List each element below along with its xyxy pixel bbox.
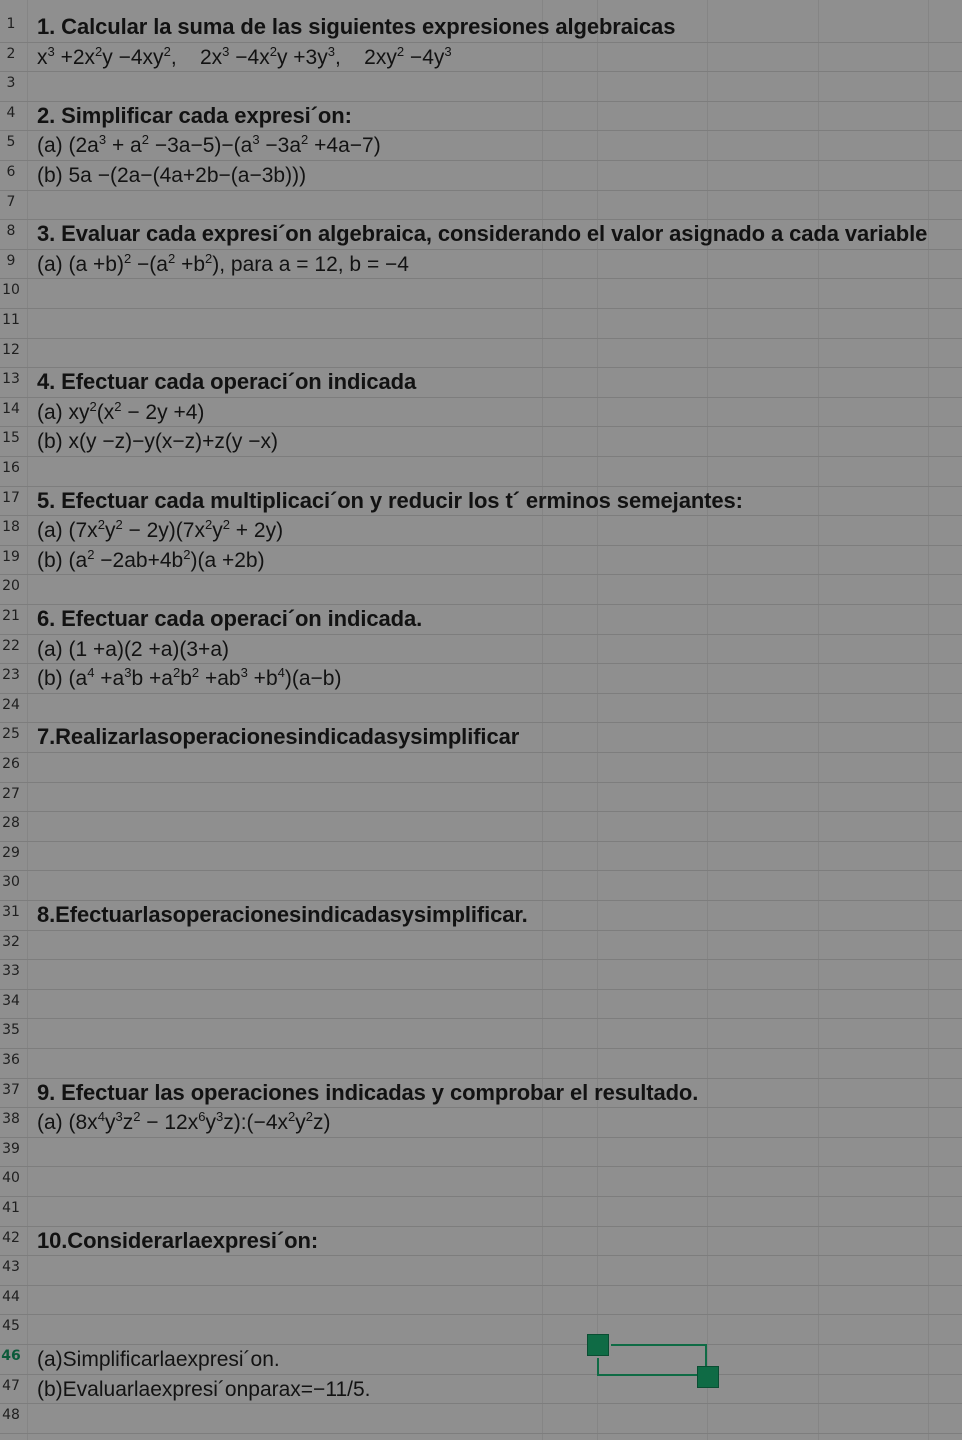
sheet-row xyxy=(0,638,962,668)
sheet-row xyxy=(0,342,962,372)
expression-cell[interactable]: (b)Evaluarlaexpresi´onparax=−11/5. xyxy=(37,1378,371,1401)
row-number[interactable]: 7 xyxy=(6,194,16,210)
cell-selection-range[interactable] xyxy=(597,1344,707,1376)
expression-cell[interactable]: (b) $(a^4 +a^3b +a^2b^2 +ab^3 +b^4)(a-b)$ xyxy=(37,665,342,690)
sheet-row xyxy=(0,282,962,312)
row-number[interactable]: 26 xyxy=(2,756,20,772)
row-number[interactable]: 22 xyxy=(2,638,20,654)
question-heading-cell[interactable]: 4. Efectuar cada operaci´on indicada xyxy=(37,369,417,394)
expression-cell[interactable]: (a)Simplificarlaexpresi´on. xyxy=(37,1348,280,1371)
question-heading-cell[interactable]: 1. Calcular la suma de las siguientes expresiones algebraicas xyxy=(37,14,676,39)
row-number[interactable]: 14 xyxy=(2,401,20,417)
row-number[interactable]: 28 xyxy=(2,815,20,831)
row-number[interactable]: 17 xyxy=(2,490,20,506)
sheet-row xyxy=(0,667,962,697)
expression-cell[interactable]: (b) 5a −(2a−(4a+2b−(a−3b))) xyxy=(37,164,307,187)
sheet-row xyxy=(0,134,962,164)
selection-start-handle[interactable] xyxy=(587,1334,609,1356)
sheet-row xyxy=(0,490,962,520)
sheet-row xyxy=(0,963,962,993)
sheet-row xyxy=(0,1259,962,1289)
row-number[interactable]: 5 xyxy=(6,134,16,150)
expression-cell[interactable]: (a) $xy^2(x^2 - 2y +4)$ xyxy=(37,399,205,424)
question-heading-cell[interactable]: 3. Evaluar cada expresi´on algebraica, considerando el valor asignado a cada variable xyxy=(37,221,928,246)
row-number[interactable]: 15 xyxy=(2,430,20,446)
sheet-row xyxy=(0,1200,962,1230)
row-number[interactable]: 11 xyxy=(2,312,20,328)
row-number[interactable]: 23 xyxy=(2,667,20,683)
sheet-row xyxy=(0,1407,962,1437)
row-number[interactable]: 29 xyxy=(2,845,20,861)
row-number[interactable]: 45 xyxy=(2,1318,20,1334)
row-number[interactable]: 20 xyxy=(2,578,20,594)
sheet-row xyxy=(0,608,962,638)
sheet-row xyxy=(0,519,962,549)
sheet-row xyxy=(0,312,962,342)
sheet-row xyxy=(0,726,962,756)
row-number[interactable]: 48 xyxy=(2,1407,20,1423)
row-number[interactable]: 25 xyxy=(2,726,20,742)
row-number[interactable]: 44 xyxy=(2,1289,20,1305)
expression-cell[interactable]: (a) $(2a^3 + a^2 -3a-5)-(a^3 -3a^2 +4a-7)$ xyxy=(37,132,381,157)
row-number[interactable]: 12 xyxy=(2,342,20,358)
row-number[interactable]: 1 xyxy=(6,16,16,32)
row-number[interactable]: 41 xyxy=(2,1200,20,1216)
sheet-row xyxy=(0,1230,962,1260)
sheet-row xyxy=(0,1378,962,1408)
sheet-row xyxy=(0,194,962,224)
row-number[interactable]: 10 xyxy=(2,282,20,298)
question-heading-cell[interactable]: 2. Simplificar cada expresi´on: xyxy=(37,103,352,128)
expression-cell[interactable]: (a) $(7x^2y^2 - 2y)(7x^2y^2 + 2y)$ xyxy=(37,517,284,542)
row-number[interactable]: 35 xyxy=(2,1022,20,1038)
question-heading-cell[interactable]: 6. Efectuar cada operaci´on indicada. xyxy=(37,606,423,631)
expression-cell[interactable]: $x^3 +2x^2y -4xy^2$, $2x^3 -4x^2y +3y^3$, $2xy^2 -4y^3$ xyxy=(37,44,452,69)
sheet-row xyxy=(0,993,962,1023)
row-number[interactable]: 36 xyxy=(2,1052,20,1068)
expression-cell[interactable]: (a) (1 +a)(2 +a)(3+a) xyxy=(37,638,229,661)
sheet-row xyxy=(0,578,962,608)
sheet-row xyxy=(0,904,962,934)
expression-cell[interactable]: (a) ($8x^4y^3z^2$ − $12x^6y^3z):(-4x^2y^2z)$ xyxy=(37,1109,331,1134)
row-number[interactable]: 40 xyxy=(2,1170,20,1186)
sheet-row xyxy=(0,549,962,579)
sheet-row xyxy=(0,697,962,727)
question-heading-cell[interactable]: 5. Efectuar cada multiplicaci´on y reducir los t´ erminos semejantes: xyxy=(37,488,743,513)
question-heading-cell[interactable]: 8.Efectuarlasoperacionesindicadasysimplificar. xyxy=(37,902,528,927)
sheet-row xyxy=(0,1082,962,1112)
sheet-row xyxy=(0,430,962,460)
row-number[interactable]: 31 xyxy=(2,904,20,920)
sheet-row xyxy=(0,371,962,401)
question-heading-cell[interactable]: 7.Realizarlasoperacionesindicadasysimplificar xyxy=(37,724,520,749)
row-number[interactable]: 47 xyxy=(2,1378,20,1394)
row-number[interactable]: 9 xyxy=(6,253,16,269)
sheet-row xyxy=(0,16,962,46)
sheet-row xyxy=(0,786,962,816)
sheet-row xyxy=(0,460,962,490)
sheet-row xyxy=(0,75,962,105)
row-number[interactable]: 2 xyxy=(6,46,16,62)
sheet-row xyxy=(0,164,962,194)
sheet-row xyxy=(0,1141,962,1171)
question-heading-cell[interactable]: 10.Considerarlaexpresi´on: xyxy=(37,1228,319,1253)
row-number[interactable]: 27 xyxy=(2,786,20,802)
row-number[interactable]: 18 xyxy=(2,519,20,535)
sheet-row xyxy=(0,1022,962,1052)
expression-cell[interactable]: (b) x(y −z)−y(x−z)+z(y −x) xyxy=(37,430,278,453)
row-number[interactable]: 37 xyxy=(2,1082,20,1098)
sheet-row xyxy=(0,1318,962,1348)
selection-end-handle[interactable] xyxy=(697,1366,719,1388)
sheet-row xyxy=(0,874,962,904)
sheet-row xyxy=(0,1111,962,1141)
row-number[interactable]: 21 xyxy=(2,608,20,624)
row-number[interactable]: 16 xyxy=(2,460,20,476)
expression-cell[interactable]: (a) $(a +b)^2 -(a^2 +b^2)$, para a = 12, b = −4 xyxy=(37,251,409,276)
row-number[interactable]: 24 xyxy=(2,697,20,713)
row-number[interactable]: 38 xyxy=(2,1111,20,1127)
row-number[interactable]: 19 xyxy=(2,549,20,565)
sheet-row xyxy=(0,1348,962,1378)
sheet-row xyxy=(0,401,962,431)
question-heading-cell[interactable]: 9. Efectuar las operaciones indicadas y comprobar el resultado. xyxy=(37,1080,699,1105)
expression-cell[interactable]: (b) $(a^2 -2ab+4b^2)(a +2b)$ xyxy=(37,547,265,572)
sheet-row xyxy=(0,756,962,786)
row-number[interactable]: 34 xyxy=(2,993,20,1009)
sheet-row xyxy=(0,1052,962,1082)
row-number[interactable]: 3 xyxy=(6,75,16,91)
sheet-row xyxy=(0,46,962,76)
row-number[interactable]: 33 xyxy=(2,963,20,979)
row-number[interactable]: 42 xyxy=(2,1230,20,1246)
row-number[interactable]: 8 xyxy=(6,223,16,239)
row-number[interactable]: 43 xyxy=(2,1259,20,1275)
sheet-row xyxy=(0,223,962,253)
row-number[interactable]: 32 xyxy=(2,934,20,950)
sheet-row xyxy=(0,253,962,283)
sheet-row xyxy=(0,934,962,964)
row-number[interactable]: 39 xyxy=(2,1141,20,1157)
row-number[interactable]: 6 xyxy=(6,164,16,180)
sheet-row xyxy=(0,1289,962,1319)
sheet-row xyxy=(0,845,962,875)
row-number[interactable]: 13 xyxy=(2,371,20,387)
sheet-row xyxy=(0,815,962,845)
row-number[interactable]: 30 xyxy=(2,874,20,890)
sheet-row xyxy=(0,105,962,135)
row-number[interactable]: 46 xyxy=(1,1348,21,1364)
row-number[interactable]: 4 xyxy=(6,105,16,121)
sheet-row xyxy=(0,1170,962,1200)
